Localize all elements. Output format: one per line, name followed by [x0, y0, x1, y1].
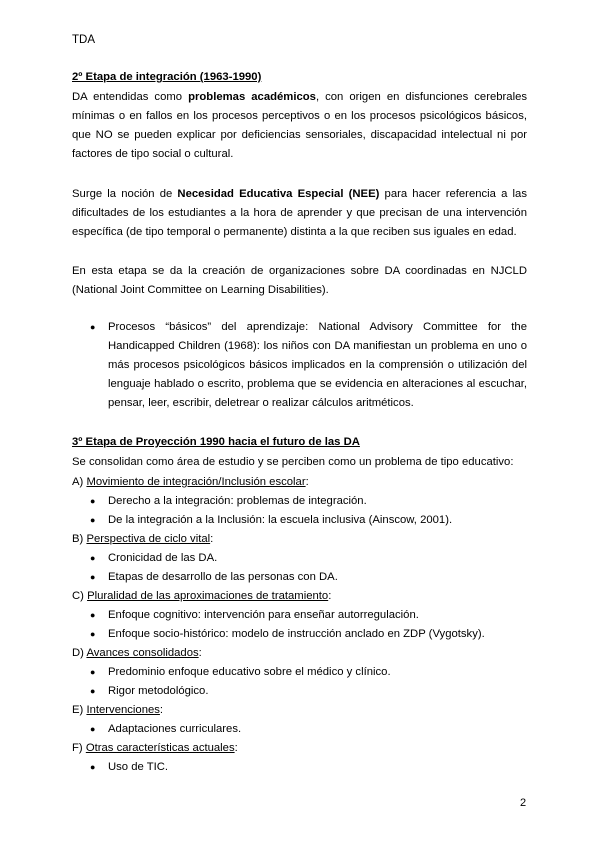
list-item-text: Etapas de desarrollo de las personas con DA. — [108, 571, 338, 583]
section-2-paragraph-2 — [72, 185, 527, 242]
subsection-title: Perspectiva de ciclo vital — [86, 533, 211, 545]
section-2-heading: 2º Etapa de integración (1963-1990) — [72, 71, 262, 83]
bullet-text: Procesos “básicos” del aprendizaje: National Advisory Committee for the Handicapped Children (1968): los niños con DA manifiestan un problema en uno o más procesos psicológicos básicos implicados en la comprensión o utilización del lenguaje hablado o escrito, problema que se evidencia en alteraciones al escuchar, pensar, leer, escribir, deletrear o realizar cálculos aritméticos. — [108, 321, 527, 409]
section-2-bullet — [90, 318, 527, 413]
subsection-title: Intervenciones — [86, 704, 160, 716]
subsection-colon: : — [305, 476, 309, 488]
list-item — [90, 758, 527, 777]
subsection-heading — [72, 701, 163, 720]
p1-text-a: DA entendidas como — [72, 91, 189, 103]
bullet-icon: ● — [90, 610, 96, 620]
page-number: 2 — [520, 797, 527, 809]
list-item — [90, 682, 527, 701]
subsection-colon: : — [328, 590, 332, 602]
list-item-text: Enfoque cognitivo: intervención para enseñar autorregulación. — [108, 609, 419, 621]
bullet-icon: ● — [90, 572, 96, 582]
list-item-text: Derecho a la integración: problemas de integración. — [108, 495, 367, 507]
list-item-text: Rigor metodológico. — [108, 685, 209, 697]
list-item-text: Uso de TIC. — [108, 761, 169, 773]
subsection-prefix: A) — [72, 476, 87, 488]
subsection-prefix: E) — [72, 704, 87, 716]
subsection-title: Avances consolidados — [86, 647, 199, 659]
list-item — [90, 511, 527, 530]
subsection-colon: : — [234, 742, 238, 754]
subsection-prefix: D) — [72, 647, 87, 659]
subsection-heading — [72, 644, 202, 663]
subsection-heading — [72, 473, 309, 492]
list-item — [90, 549, 527, 568]
section-3-intro: Se consolidan como área de estudio y se perciben como un problema de tipo educativo: — [72, 456, 514, 468]
list-item-text: De la integración a la Inclusión: la escuela inclusiva (Ainscow, 2001). — [108, 514, 453, 526]
subsection-title: Movimiento de integración/Inclusión escolar — [86, 476, 306, 488]
bullet-icon: ● — [90, 553, 96, 563]
subsection-heading — [72, 739, 238, 758]
page-header: TDA — [72, 34, 95, 46]
subsection-prefix: C) — [72, 590, 88, 602]
subsection-title: Pluralidad de las aproximaciones de tratamiento — [87, 590, 329, 602]
subsection-heading — [72, 530, 213, 549]
bullet-icon: ● — [90, 322, 96, 332]
p1-text-c: , con origen en disfunciones cerebrales mínimas o en fallos en los procesos perceptivos o en los procesos psicológicos básicos, que NO se pueden explicar por deficiencias sensoriales, discapacidad intelectual ni por factores de tipo social o cultural. — [72, 91, 528, 160]
list-item — [90, 568, 527, 587]
section-2-paragraph-3: En esta etapa se da la creación de organizaciones sobre DA coordinadas en NJCLD (National Joint Committee on Learning Disabilities). — [72, 265, 527, 296]
bullet-icon: ● — [90, 724, 96, 734]
list-item — [90, 606, 527, 625]
bullet-icon: ● — [90, 762, 96, 772]
subsection-prefix: F) — [72, 742, 86, 754]
list-item — [90, 625, 527, 644]
list-item — [90, 492, 527, 511]
p2-bold: Necesidad Educativa Especial (NEE) — [177, 188, 380, 200]
list-item — [90, 720, 527, 739]
list-item-text: Cronicidad de las DA. — [108, 552, 218, 564]
subsection-heading — [72, 587, 331, 606]
list-item-text: Enfoque socio-histórico: modelo de instrucción anclado en ZDP (Vygotsky). — [108, 628, 485, 640]
bullet-icon: ● — [90, 686, 96, 696]
section-3-heading: 3º Etapa de Proyección 1990 hacia el futuro de las DA — [72, 436, 360, 448]
bullet-icon: ● — [90, 496, 96, 506]
section-2-paragraph-1 — [72, 88, 527, 164]
subsection-colon: : — [159, 704, 164, 716]
list-item-text: Adaptaciones curriculares. — [108, 723, 242, 735]
bullet-icon: ● — [90, 667, 96, 677]
subsection-title: Otras características actuales — [85, 742, 235, 754]
list-item — [90, 663, 527, 682]
p2-text-a: Surge la noción de — [72, 188, 178, 200]
p1-bold: problemas académicos — [188, 91, 316, 103]
bullet-icon: ● — [90, 629, 96, 639]
bullet-icon: ● — [90, 515, 96, 525]
subsection-colon: : — [198, 647, 202, 659]
p2-text-c: para hacer referencia a las dificultades de los estudiantes a la hora de aprender y que precisan de una intervención específica (de tipo temporal o permanente) distinta a la que reciben sus iguales en edad. — [72, 188, 527, 238]
subsection-prefix: B) — [72, 533, 87, 545]
list-item-text: Predominio enfoque educativo sobre el médico y clínico. — [108, 666, 391, 678]
subsection-colon: : — [210, 533, 214, 545]
